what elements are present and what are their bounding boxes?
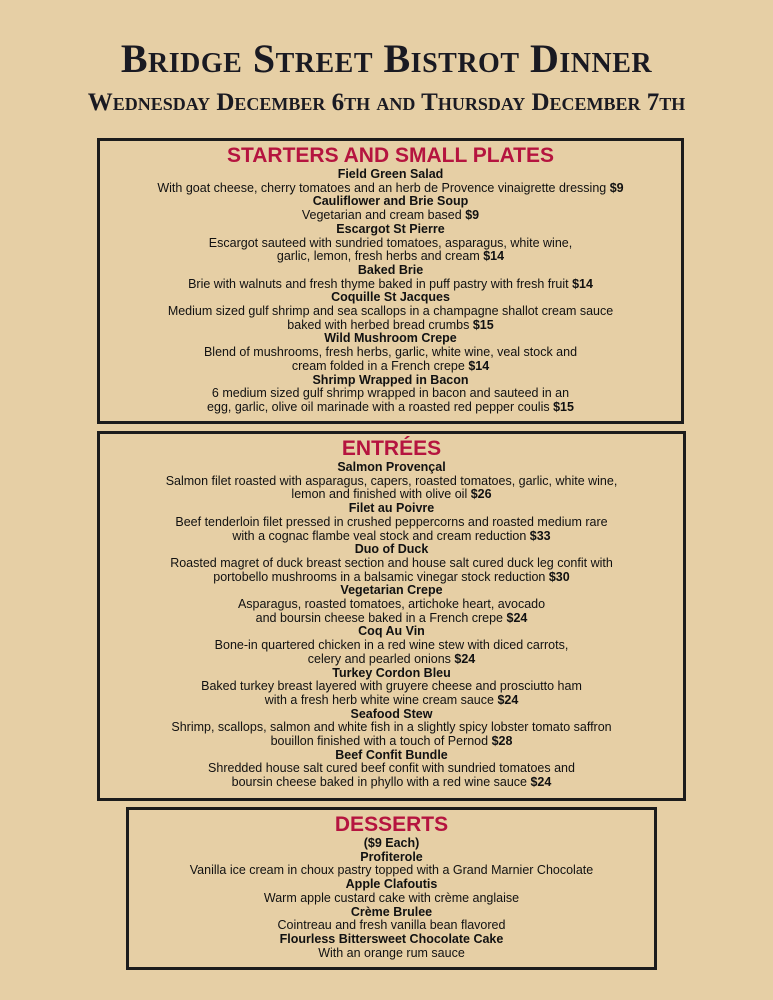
menu-item-description-text: Bone-in quartered chicken in a red wine stew with diced carrots, celery and pearled onions (214, 638, 569, 666)
menu-item-description (135, 864, 648, 878)
menu-item (135, 906, 648, 933)
menu-item (106, 584, 677, 625)
menu-item (106, 374, 675, 415)
menu-item-description-text: Roasted magret of duck breast section and house salt cured duck leg confit with portobello mushrooms in a balsamic vinegar stock reduction (170, 555, 613, 584)
menu-item-name: Coq Au Vin (358, 624, 425, 639)
menu-item-name: Apple Clafoutis (345, 877, 438, 892)
menu-item-description-text: Cointreau and fresh vanilla bean flavored (277, 918, 506, 933)
menu-item-description-text: Escargot sauteed with sundried tomatoes, asparagus, white wine, garlic, lemon, fresh herbs and cream (208, 235, 573, 264)
menu-item (106, 625, 677, 666)
menu-item-name: Salmon Provençal (337, 460, 446, 474)
menu-item-description-text: With goat cheese, cherry tomatoes and an herb de Provence vinaigrette dressing (157, 180, 607, 195)
menu-item-name: Escargot St Pierre (336, 221, 445, 236)
menu-item-price: $26 (470, 487, 492, 502)
menu-item-description (106, 598, 677, 625)
menu-item-description-text: Salmon filet roasted with asparagus, capers, roasted tomatoes, garlic, white wine, lemon and finished with olive oil (165, 473, 618, 502)
menu-item-name: Profiterole (360, 849, 423, 864)
menu-item (135, 933, 648, 960)
menu-item-description-text: 6 medium sized gulf shrimp wrapped in bacon and sauteed in an egg, garlic, olive oil marinade with a roasted red pepper coulis (207, 386, 570, 414)
menu-item (106, 223, 675, 264)
menu-item-description-text: Medium sized gulf shrimp and sea scallops in a champagne shallot cream sauce baked with herbed bread crumbs (167, 304, 614, 332)
menu-item-price: $14 (468, 358, 490, 373)
menu-subtitle: Wednesday December 6th and Thursday December 7th (87, 89, 686, 116)
menu-item (106, 461, 677, 502)
menu-item-description-text: Warm apple custard cake with crème anglaise (263, 890, 520, 905)
menu-item-price: $9 (465, 208, 480, 223)
menu-item-name: Crème Brulee (350, 904, 433, 919)
menu-item-name: Filet au Poivre (348, 501, 435, 516)
menu-item-price: $24 (506, 610, 528, 625)
section-title: STARTERS AND SMALL PLATES (226, 144, 555, 167)
entrees-section (97, 431, 686, 801)
menu-item-description (135, 892, 648, 906)
menu-item-description (106, 305, 675, 332)
menu-item-price: $24 (497, 692, 519, 707)
menu-item-price: $30 (548, 569, 570, 584)
menu-item (106, 195, 675, 222)
menu-item-name: Cauliflower and Brie Soup (312, 194, 469, 209)
menu-item-description-text: With an orange rum sauce (318, 945, 465, 960)
menu-item-name: Shrimp Wrapped in Bacon (312, 372, 469, 387)
menu-item-price: $14 (483, 249, 505, 264)
menu-item-price: $24 (530, 775, 552, 790)
menu-item (106, 543, 677, 584)
menu-item-description-text: Vanilla ice cream in choux pastry topped with a Grand Marnier Chocolate (189, 863, 594, 878)
menu-item-price: $33 (529, 528, 551, 543)
menu-item-description (106, 721, 677, 748)
menu-item-name: Beef Confit Bundle (335, 747, 448, 762)
menu-item-description (106, 278, 675, 292)
menu-item-description (106, 762, 677, 789)
menu-item-price: $15 (553, 399, 574, 414)
menu-item-description (106, 680, 677, 707)
desserts-items (135, 851, 648, 961)
menu-item-price: $15 (472, 317, 494, 332)
menu-item-name: Duo of Duck (354, 542, 429, 557)
menu-item-description (106, 557, 677, 584)
menu-item-name: Seafood Stew (350, 706, 433, 721)
menu-item-description (106, 639, 677, 666)
menu-item-name: Vegetarian Crepe (340, 583, 443, 598)
menu-item-description (106, 237, 675, 264)
menu-item-description-text: Shrimp, scallops, salmon and white fish in a slightly spicy lobster tomato saffron bouillon finished with a touch of Pernod (171, 720, 612, 749)
menu-item-description-text: Asparagus, roasted tomatoes, artichoke heart, avocado and boursin cheese baked in a French crepe (237, 597, 546, 625)
menu-item-description (106, 346, 675, 373)
menu-item-description (106, 475, 677, 502)
menu-item-description-text: Baked turkey breast layered with gruyere cheese and prosciutto ham with a fresh herb white wine cream sauce (201, 679, 582, 707)
menu-item-price: $24 (454, 651, 476, 666)
menu-item-price: $14 (572, 276, 593, 291)
starters-section (97, 138, 684, 424)
menu-item-description-text: Beef tenderloin filet pressed in crushed peppercorns and roasted medium rare with a cognac flambe veal stock and cream reduction (175, 514, 608, 543)
menu-item (135, 878, 648, 905)
entrees-items (106, 461, 677, 790)
menu-item-name: Flourless Bittersweet Chocolate Cake (279, 931, 504, 946)
desserts-section (126, 807, 657, 970)
menu-title: Bridge Street Bistrot Dinner (120, 36, 653, 81)
dessert-price-note: ($9 Each) (363, 836, 420, 850)
menu-item-description-text: Blend of mushrooms, fresh herbs, garlic, white wine, veal stock and cream folded in a French crepe (203, 345, 578, 373)
section-title: ENTRÉES (341, 437, 442, 460)
menu-item-description (135, 947, 648, 961)
menu-item (106, 168, 675, 195)
menu-item (106, 264, 675, 291)
menu-item (106, 749, 677, 790)
menu-item-description (106, 387, 675, 414)
starters-items (106, 168, 675, 415)
menu-item-description (106, 182, 675, 196)
menu-item-price: $9 (609, 180, 624, 195)
menu-item-description (106, 209, 675, 223)
menu-item-name: Coquille St Jacques (331, 290, 450, 305)
menu-item-description-text: Vegetarian and cream based (301, 208, 462, 223)
menu-item (106, 667, 677, 708)
menu-item (106, 502, 677, 543)
section-title: DESSERTS (334, 813, 449, 836)
menu-item-name: Wild Mushroom Crepe (324, 331, 457, 346)
menu-item-description-text: Shredded house salt cured beef confit with sundried tomatoes and boursin cheese baked in phyllo with a red wine sauce (208, 761, 575, 790)
menu-item-name: Baked Brie (357, 262, 424, 277)
menu-item-price: $28 (491, 734, 513, 749)
menu-item-description (135, 919, 648, 933)
menu-item (135, 851, 648, 878)
menu-item (106, 708, 677, 749)
menu-item-name: Turkey Cordon Bleu (332, 665, 451, 680)
menu-item (106, 332, 675, 373)
menu-item-description-text: Brie with walnuts and fresh thyme baked in puff pastry with fresh fruit (188, 276, 573, 291)
menu-item-name: Field Green Salad (337, 167, 444, 181)
menu-item (106, 291, 675, 332)
menu-item-description (106, 516, 677, 543)
